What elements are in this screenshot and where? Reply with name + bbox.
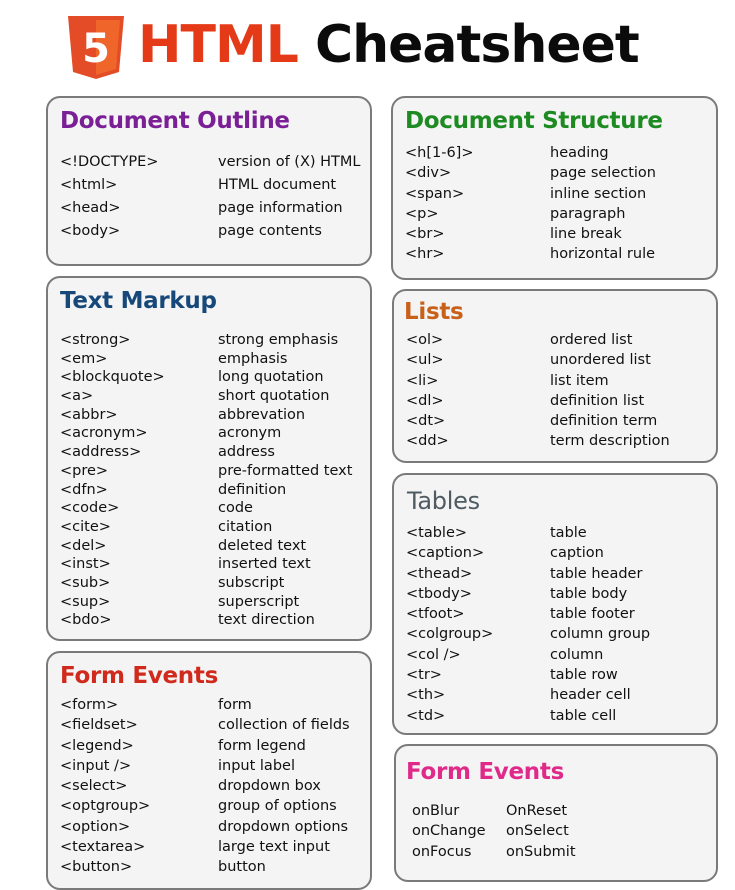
cheatsheet-row	[60, 819, 370, 839]
row-description: address	[218, 444, 275, 461]
cheatsheet-row	[60, 538, 370, 557]
row-description: inline section	[550, 185, 647, 202]
cheatsheet-row	[60, 388, 370, 407]
row-description: definition list	[550, 392, 645, 409]
row-description: table cell	[550, 707, 617, 724]
row-tag: <colgroup>	[406, 626, 494, 643]
lists-rows	[406, 332, 716, 454]
event-name-left: onChange	[412, 823, 486, 840]
cheatsheet-row	[60, 556, 370, 575]
event-name-right: onSubmit	[506, 843, 576, 860]
row-tag: <div>	[405, 165, 452, 182]
row-tag: <table>	[406, 525, 468, 541]
document-structure-card	[391, 96, 718, 280]
row-description: line break	[550, 226, 622, 243]
row-description: table footer	[550, 606, 635, 623]
cheatsheet-row	[60, 425, 370, 444]
cheatsheet-row	[60, 697, 370, 717]
row-tag: <span>	[405, 185, 465, 202]
document-structure-title: Document Structure	[405, 108, 663, 134]
cheatsheet-row	[60, 444, 370, 463]
row-tag: <code>	[60, 500, 120, 517]
row-tag: <p>	[405, 205, 439, 222]
row-description: table header	[550, 565, 643, 582]
logo-number: 5	[82, 26, 110, 72]
row-description: dropdown options	[218, 818, 349, 835]
tables-card	[392, 473, 718, 735]
row-description: deleted text	[218, 537, 307, 554]
row-description: header cell	[550, 687, 631, 704]
cheatsheet-row	[406, 708, 716, 728]
row-description: table body	[550, 585, 628, 602]
row-description: strong emphasis	[218, 332, 339, 348]
row-description: subscript	[218, 574, 285, 591]
cheatsheet-row	[60, 778, 370, 798]
cheatsheet-row	[406, 525, 716, 545]
row-description: acronym	[218, 425, 282, 442]
row-tag: <address>	[60, 444, 142, 461]
page-header	[0, 0, 735, 95]
document-outline-card	[46, 96, 372, 266]
cheatsheet-row	[60, 519, 370, 538]
row-tag: <button>	[60, 859, 133, 876]
row-tag: <dt>	[406, 413, 446, 430]
tables-title: Tables	[407, 487, 480, 515]
title-html: HTML	[138, 15, 298, 75]
row-tag: <inst>	[60, 556, 111, 573]
row-description: form	[218, 697, 252, 713]
row-description: long quotation	[218, 369, 324, 386]
event-name-right: onSelect	[506, 823, 569, 840]
row-description: page contents	[218, 223, 322, 239]
cheatsheet-row	[406, 352, 716, 372]
cheatsheet-row	[406, 373, 716, 393]
row-description: caption	[550, 545, 604, 562]
row-description: abbrevation	[218, 406, 306, 423]
row-description: input label	[218, 757, 295, 774]
row-description: code	[218, 500, 253, 517]
row-tag: <legend>	[60, 737, 134, 754]
row-description: table row	[550, 667, 618, 684]
cheatsheet-row	[405, 186, 715, 206]
row-tag: <a>	[60, 388, 94, 405]
row-tag: <cite>	[60, 518, 111, 535]
html5-shield-icon	[66, 14, 126, 80]
row-tag: <thead>	[406, 565, 473, 582]
row-tag: <tbody>	[406, 585, 472, 602]
cheatsheet-row	[405, 226, 715, 246]
cheatsheet-row	[406, 586, 716, 606]
row-tag: <del>	[60, 537, 107, 554]
row-description: collection of fields	[218, 717, 350, 734]
row-tag: <ul>	[406, 352, 444, 369]
cheatsheet-row	[60, 738, 370, 758]
cheatsheet-row	[406, 332, 716, 352]
row-tag: <caption>	[406, 545, 485, 562]
row-tag: <body>	[60, 223, 121, 239]
event-name-left: onFocus	[412, 843, 472, 860]
row-tag: <li>	[406, 372, 439, 389]
cheatsheet-row	[60, 859, 370, 879]
cheatsheet-row	[405, 145, 715, 165]
row-description: citation	[218, 518, 273, 535]
row-description: inserted text	[218, 556, 311, 573]
cheatsheet-row	[406, 566, 716, 586]
cheatsheet-row	[406, 545, 716, 565]
row-tag: <option>	[60, 818, 131, 835]
row-tag: <ol>	[406, 332, 444, 348]
cheatsheet-row	[60, 798, 370, 818]
cheatsheet-row	[406, 687, 716, 707]
cheatsheet-row	[60, 369, 370, 388]
row-tag: <strong>	[60, 332, 131, 348]
row-description: form legend	[218, 737, 306, 754]
document-outline-rows	[60, 154, 370, 246]
document-structure-rows	[405, 145, 715, 267]
row-tag: <h[1-6]>	[405, 145, 474, 161]
cheatsheet-row	[406, 413, 716, 433]
text-markup-rows	[60, 332, 370, 631]
row-tag: <br>	[405, 226, 445, 243]
cheatsheet-row	[60, 332, 370, 351]
row-tag: <hr>	[405, 246, 445, 263]
row-tag: <textarea>	[60, 839, 146, 856]
cheatsheet-row	[60, 500, 370, 519]
lists-title: Lists	[404, 299, 464, 325]
row-description: button	[218, 859, 266, 876]
lists-card	[392, 289, 718, 463]
row-tag: <col />	[406, 646, 461, 663]
document-outline-title: Document Outline	[60, 108, 290, 134]
cheatsheet-row	[406, 393, 716, 413]
row-description: ordered list	[550, 332, 633, 348]
row-description: unordered list	[550, 352, 651, 369]
cheatsheet-row	[406, 433, 716, 453]
cheatsheet-row	[60, 839, 370, 859]
row-description: horizontal rule	[550, 246, 656, 263]
cheatsheet-row	[60, 482, 370, 501]
row-description: table	[550, 525, 587, 541]
row-description: short quotation	[218, 388, 330, 405]
cheatsheet-row	[60, 463, 370, 482]
row-description: large text input	[218, 839, 330, 856]
row-description: column group	[550, 626, 651, 643]
row-tag: <dd>	[406, 433, 449, 450]
form-events-rows	[60, 697, 370, 880]
row-tag: <bdo>	[60, 612, 112, 629]
cheatsheet-row	[60, 612, 370, 631]
row-tag: <select>	[60, 778, 128, 795]
cheatsheet-row	[406, 626, 716, 646]
row-tag: <tr>	[406, 667, 442, 684]
cheatsheet-row	[406, 606, 716, 626]
page-title	[138, 12, 639, 78]
title-cheatsheet: Cheatsheet	[314, 15, 639, 75]
tables-rows	[406, 525, 716, 728]
form-events-js-card	[394, 744, 718, 882]
row-tag: <dfn>	[60, 481, 108, 498]
row-tag: <!DOCTYPE>	[60, 154, 159, 170]
row-tag: <optgroup>	[60, 798, 151, 815]
cheatsheet-row	[405, 165, 715, 185]
row-description: version of (X) HTML	[218, 154, 361, 170]
row-description: column	[550, 646, 604, 663]
text-markup-card	[46, 276, 372, 641]
form-events-js-title: Form Events	[406, 759, 564, 785]
cheatsheet-row	[60, 407, 370, 426]
row-description: list item	[550, 372, 609, 389]
row-description: definition	[218, 481, 287, 498]
row-tag: <sup>	[60, 593, 111, 610]
cheatsheet-row	[60, 177, 370, 200]
text-markup-title: Text Markup	[60, 288, 217, 314]
cheatsheet-row	[60, 223, 370, 246]
row-description: term description	[550, 433, 670, 450]
row-description: emphasis	[218, 350, 288, 367]
row-tag: <acronym>	[60, 425, 148, 442]
row-description: page information	[218, 200, 343, 216]
row-description: heading	[550, 145, 609, 161]
row-tag: <fieldset>	[60, 717, 138, 734]
row-tag: <td>	[406, 707, 446, 724]
row-description: paragraph	[550, 205, 626, 222]
cheatsheet-row	[60, 575, 370, 594]
row-tag: <head>	[60, 200, 121, 216]
row-tag: <input />	[60, 757, 132, 774]
cheatsheet-row	[60, 758, 370, 778]
cheatsheet-row	[406, 667, 716, 687]
row-tag: <tfoot>	[406, 606, 465, 623]
row-tag: <dl>	[406, 392, 444, 409]
row-description: pre-formatted text	[218, 462, 353, 479]
cheatsheet-row	[60, 717, 370, 737]
cheatsheet-row	[60, 154, 370, 177]
row-description: dropdown box	[218, 778, 321, 795]
row-tag: <em>	[60, 350, 108, 367]
row-tag: <sub>	[60, 574, 111, 591]
row-tag: <html>	[60, 177, 118, 193]
row-description: group of options	[218, 798, 337, 815]
event-name-right: OnReset	[506, 803, 568, 819]
cheatsheet-row	[406, 647, 716, 667]
form-events-title: Form Events	[60, 663, 218, 689]
row-tag: <th>	[406, 687, 446, 704]
row-description: HTML document	[218, 177, 337, 193]
row-description: page selection	[550, 165, 656, 182]
row-tag: <blockquote>	[60, 369, 165, 386]
row-tag: <form>	[60, 697, 119, 713]
row-tag: <abbr>	[60, 406, 118, 423]
cheatsheet-row	[60, 200, 370, 223]
event-name-left: onBlur	[412, 803, 460, 819]
form-events-card	[46, 651, 372, 890]
cheatsheet-row	[405, 206, 715, 226]
row-tag: <pre>	[60, 462, 109, 479]
row-description: superscript	[218, 593, 300, 610]
row-description: text direction	[218, 612, 315, 629]
cheatsheet-row	[60, 594, 370, 613]
row-description: definition term	[550, 413, 658, 430]
cheatsheet-row	[60, 351, 370, 370]
cheatsheet-row	[405, 246, 715, 266]
